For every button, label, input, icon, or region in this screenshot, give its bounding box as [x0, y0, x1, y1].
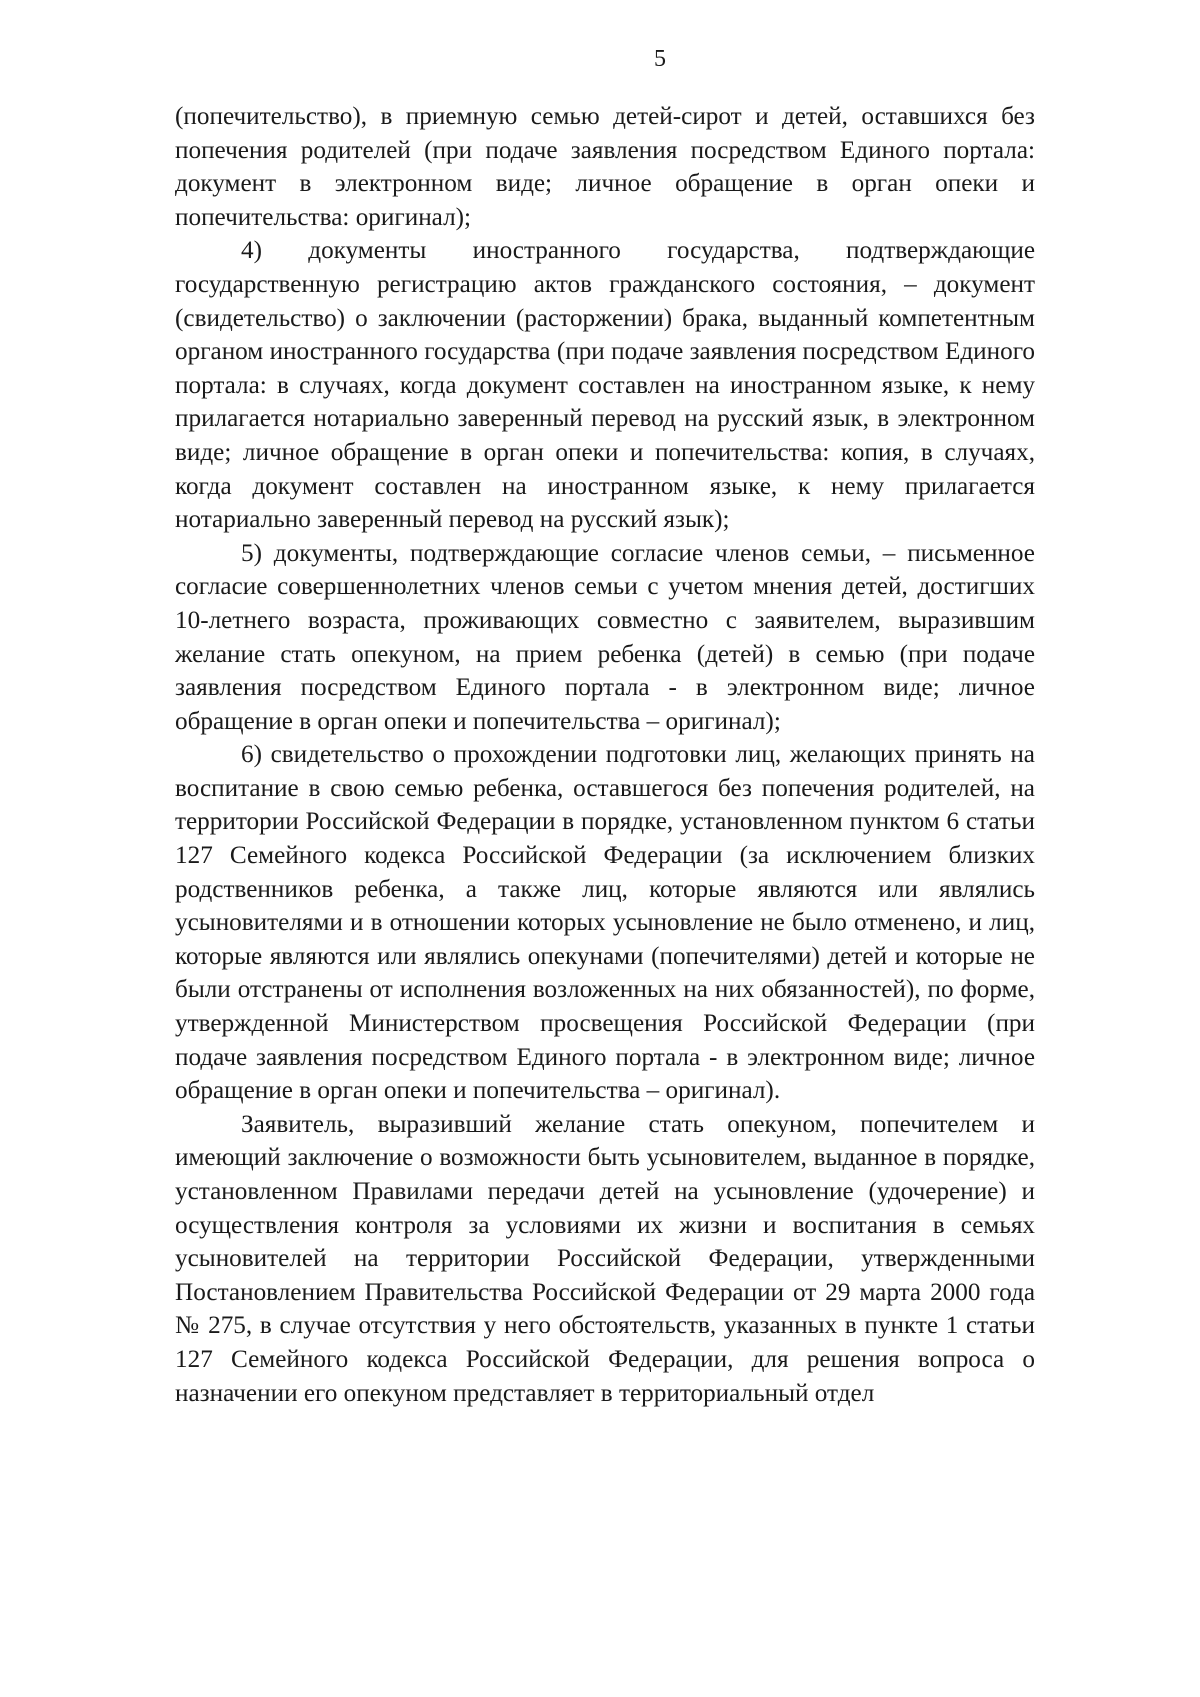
paragraph-item-5: 5) документы, подтверждающие согласие членов семьи, – письменное согласие совершеннолетних членов семьи с учетом мнения детей, достигших 10-летнего возраста, проживающих совместно с заявителем, выразившим желание стать опекуном, на прием ребенка (детей) в семью (при подаче заявления посредством Единого портала - в электронном виде; личное обращение в орган опеки и попечительства – оригинал); — [175, 539, 1035, 735]
paragraph-continuation: (попечительство), в приемную семью детей-сирот и детей, оставшихся без попечения родителей (при подаче заявления посредством Единого портала: документ в электронном виде; личное обращение в орган опеки и попечительства: оригинал); — [175, 103, 1035, 231]
document-body — [175, 100, 1035, 1410]
paragraph-item-6: 6) свидетельство о прохождении подготовки лиц, желающих принять на воспитание в свою семью ребенка, оставшегося без попечения родителей, на территории Российской Федерации в порядке, установленном пунктом 6 статьи 127 Семейного кодекса Российской Федерации (за исключением близких родственников ребенка, а также лиц, которые являются или являлись усыновителями и в отношении которых усыновление не было отменено, и лиц, которые являются или являлись опекунами (попечителями) детей и которые не были отстранены от исполнения возложенных на них обязанностей), по форме, утвержденной Министерством просвещения Российской Федерации (при подаче заявления посредством Единого портала - в электронном виде; личное обращение в орган опеки и попечительства – оригинал). — [175, 741, 1035, 1105]
paragraph-applicant: Заявитель, выразивший желание стать опекуном, попечителем и имеющий заключение о возможности быть усыновителем, выданное в порядке, установленном Правилами передачи детей на усыновление (удочерение) и осуществления контроля за условиями их жизни и воспитания в семьях усыновителей на территории Российской Федерации, утвержденными Постановлением Правительства Российской Федерации от 29 марта 2000 года № 275, в случае отсутствия у него обстоятельств, указанных в пункте 1 статьи 127 Семейного кодекса Российской Федерации, для решения вопроса о назначении его опекуном представляет в территориальный отдел — [175, 1110, 1035, 1407]
paragraph-item-4: 4) документы иностранного государства, подтверждающие государственную регистрацию актов гражданского состояния, – документ (свидетельство) о заключении (расторжении) брака, выданный компетентным органом иностранного государства (при подаче заявления посредством Единого портала: в случаях, когда документ составлен на иностранном языке, к нему прилагается нотариально заверенный перевод на русский язык, в электронном виде; личное обращение в орган опеки и попечительства: копия, в случаях, когда документ составлен на иностранном языке, к нему прилагается нотариально заверенный перевод на русский язык); — [175, 237, 1035, 534]
page-number: 5 — [654, 46, 666, 72]
